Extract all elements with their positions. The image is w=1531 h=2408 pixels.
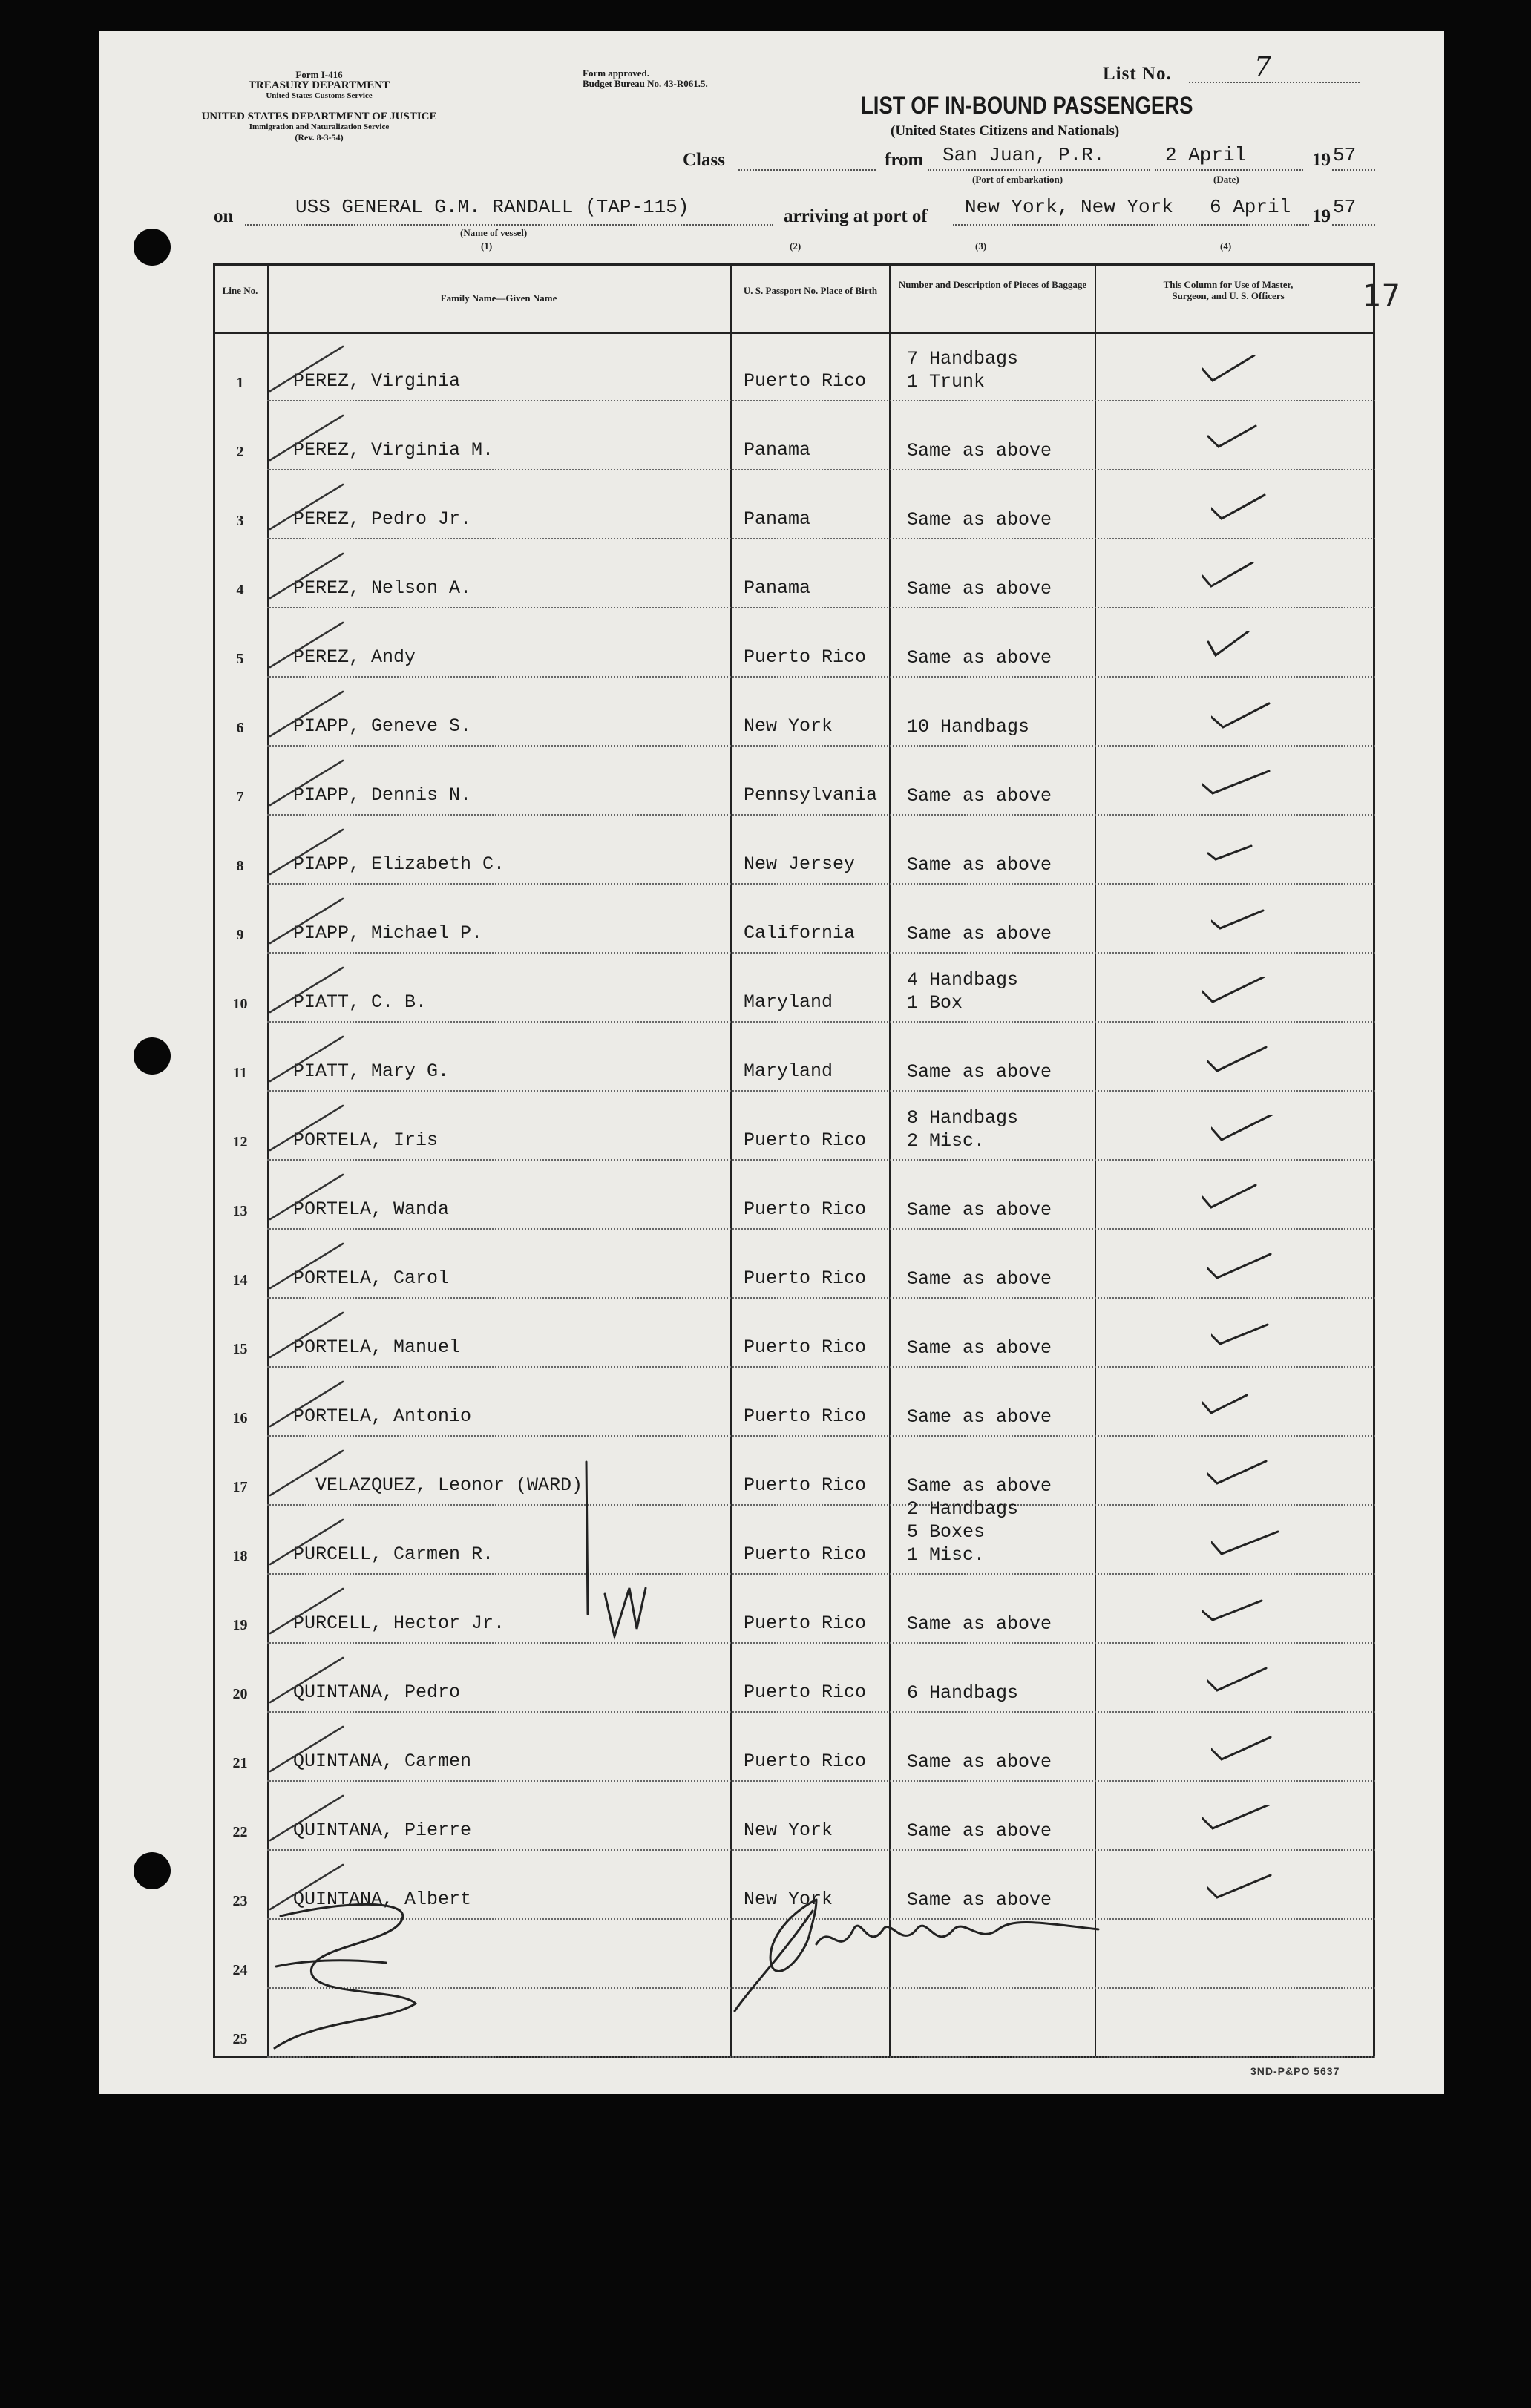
passenger-name: PURCELL, Hector Jr.: [293, 1613, 505, 1634]
from-label: from: [885, 150, 924, 170]
checkmark-stroke: [1202, 1601, 1262, 1620]
row-line-number: 6: [236, 720, 244, 736]
checkmark-stroke: [1202, 771, 1269, 793]
baggage-description: 6 Handbags: [907, 1682, 1019, 1704]
inspection-checkmark: [1207, 1460, 1281, 1492]
date-line: [1155, 169, 1303, 171]
place-of-birth: Puerto Rico: [744, 1267, 867, 1289]
place-of-birth: Puerto Rico: [744, 1543, 867, 1565]
baggage-description: 4 Handbags: [907, 969, 1019, 991]
list-no-value: 7: [1254, 52, 1271, 82]
header-passport: U. S. Passport No. Place of Birth: [743, 285, 878, 296]
place-of-birth: Maryland: [744, 991, 833, 1013]
baggage-description: 2 Misc.: [907, 1130, 986, 1152]
row-rule: [267, 1090, 1375, 1092]
row-rule: [267, 1642, 1375, 1644]
tally-mark: [269, 1377, 358, 1429]
place-of-birth: New Jersey: [744, 853, 856, 875]
checkmark-stroke: [1202, 1395, 1247, 1413]
row-line-number: 18: [232, 1548, 248, 1564]
ins-service: Immigration and Naturalization Service: [249, 122, 390, 131]
row-line-number: 9: [236, 927, 244, 943]
header-name: Family Name—Given Name: [440, 292, 557, 304]
col-divider: [730, 263, 732, 2058]
tally-mark: [269, 963, 358, 1015]
tally-stroke: [270, 1865, 343, 1909]
row-rule: [267, 400, 1375, 401]
list-no-label: List No.: [1103, 64, 1172, 84]
row-line-number: 21: [232, 1755, 248, 1771]
row-rule: [267, 952, 1375, 954]
inspection-checkmark: [1211, 908, 1285, 940]
checkmark-stroke: [1211, 703, 1269, 727]
row-line-number: 16: [232, 1410, 248, 1426]
row-rule: [267, 1366, 1375, 1368]
customs-service: United States Customs Service: [266, 91, 373, 100]
tally-stroke: [270, 761, 343, 805]
col-divider: [889, 263, 891, 2058]
checkmark-stroke: [1211, 1325, 1268, 1344]
tally-mark: [269, 1239, 358, 1291]
row-line-number: 19: [232, 1617, 248, 1633]
tally-stroke: [270, 1175, 343, 1219]
tally-mark: [269, 1722, 358, 1774]
tally-stroke: [270, 1313, 343, 1357]
place-of-birth: Puerto Rico: [744, 1751, 867, 1772]
baggage-description: Same as above: [907, 854, 1052, 876]
col-num-1: (1): [481, 240, 493, 252]
checkmark-stroke: [1207, 1668, 1266, 1690]
year-prefix: 19: [1312, 150, 1331, 170]
inspection-checkmark: [1211, 493, 1285, 526]
inspection-checkmark: [1202, 1391, 1276, 1423]
tally-mark: [269, 1032, 358, 1084]
place-of-birth: New York: [744, 1820, 833, 1841]
row-rule: [267, 1504, 1375, 1506]
passenger-table: [213, 263, 1375, 2058]
baggage-description: Same as above: [907, 1613, 1052, 1635]
place-of-birth: Puerto Rico: [744, 1336, 867, 1358]
form-subtitle: (United States Citizens and Nationals): [891, 123, 1120, 139]
class-label: Class: [683, 150, 725, 170]
treasury-dept: TREASURY DEPARTMENT: [248, 79, 390, 91]
row-line-number: 20: [232, 1686, 248, 1702]
row-rule: [267, 1987, 1375, 1989]
tally-mark: [269, 1101, 358, 1153]
row-rule: [267, 1159, 1375, 1161]
binder-hole: [134, 1852, 171, 1889]
tally-stroke: [270, 1451, 343, 1495]
tally-mark: [269, 687, 358, 739]
tally-mark: [269, 1170, 358, 1222]
passenger-name: PIATT, Mary G.: [293, 1060, 450, 1082]
inspection-checkmark: [1202, 1184, 1276, 1216]
row-line-number: 10: [232, 996, 248, 1012]
col-divider: [1095, 263, 1096, 2058]
passenger-name: PORTELA, Antonio: [293, 1405, 472, 1427]
tally-stroke: [270, 1589, 343, 1633]
row-rule: [267, 469, 1375, 470]
row-line-number: 22: [232, 1824, 248, 1840]
passenger-name: PEREZ, Virginia: [293, 370, 461, 392]
place-of-birth: Puerto Rico: [744, 1405, 867, 1427]
passenger-name: PIAPP, Geneve S.: [293, 715, 472, 737]
checkmark-stroke: [1208, 846, 1251, 859]
inspection-checkmark: [1207, 631, 1281, 664]
from-line: [928, 169, 1150, 171]
tally-mark: [269, 549, 358, 601]
place-of-birth: Puerto Rico: [744, 1682, 867, 1703]
checkmark-stroke: [1202, 355, 1254, 381]
tally-mark: [269, 825, 358, 877]
header-officers: This Column for Use of Master, Surgeon, and U. S. Officers: [1163, 279, 1294, 301]
col-num-2: (2): [790, 240, 801, 252]
checkmark-stroke: [1202, 1805, 1269, 1828]
place-of-birth: Puerto Rico: [744, 1129, 867, 1151]
on-label: on: [214, 206, 234, 226]
footer-print-code: 3ND-P&PO 5637: [1250, 2065, 1340, 2077]
tally-stroke: [270, 1106, 343, 1150]
baggage-description: Same as above: [907, 647, 1052, 669]
row-line-number: 5: [236, 651, 244, 667]
checkmark-stroke: [1208, 426, 1256, 447]
passenger-name: QUINTANA, Pierre: [293, 1820, 472, 1841]
tally-stroke: [270, 485, 343, 529]
header-line-no: Line No.: [222, 285, 258, 296]
baggage-description: Same as above: [907, 1268, 1052, 1290]
baggage-description: Same as above: [907, 1475, 1052, 1497]
arrival-year: 57: [1333, 196, 1357, 218]
passenger-name: PIAPP, Michael P.: [293, 922, 483, 944]
form-header-justice: [193, 111, 445, 142]
baggage-description: Same as above: [907, 1061, 1052, 1083]
passenger-name: QUINTANA, Pedro: [293, 1682, 461, 1703]
row-rule: [267, 1297, 1375, 1299]
tally-stroke: [270, 1727, 343, 1771]
checkmark-stroke: [1211, 911, 1263, 928]
checkmark-stroke: [1207, 1254, 1271, 1278]
passenger-name: PIAPP, Dennis N.: [293, 784, 472, 806]
approved-text: Form approved.: [583, 68, 650, 79]
binder-hole: [134, 229, 171, 266]
list-no-line: [1189, 82, 1360, 83]
inspection-checkmark: [1207, 424, 1281, 457]
tally-stroke: [270, 623, 343, 667]
passenger-name: PORTELA, Wanda: [293, 1198, 450, 1220]
row-line-number: 17: [232, 1479, 248, 1495]
passenger-name: PEREZ, Nelson A.: [293, 577, 472, 599]
row-line-number: 12: [232, 1134, 248, 1150]
inspection-checkmark: [1211, 1736, 1285, 1768]
embarkation-year: 57: [1333, 144, 1357, 166]
checkmark-stroke: [1211, 495, 1265, 519]
baggage-description: Same as above: [907, 440, 1052, 462]
row-line-number: 7: [236, 789, 244, 805]
checkmark-stroke: [1211, 1737, 1271, 1759]
col-num-3: (3): [975, 240, 987, 252]
tally-mark: [269, 1791, 358, 1843]
baggage-description: 5 Boxes: [907, 1521, 986, 1543]
row-line-number: 13: [232, 1203, 248, 1219]
tally-mark: [269, 894, 358, 946]
row-line-number: 1: [236, 375, 244, 391]
passenger-name: QUINTANA, Albert: [293, 1889, 472, 1910]
place-of-birth: Panama: [744, 508, 811, 530]
row-rule: [267, 607, 1375, 608]
tally-stroke: [270, 1244, 343, 1288]
row-line-number: 3: [236, 513, 244, 529]
row-line-number: 14: [232, 1272, 248, 1288]
row-rule: [267, 1573, 1375, 1575]
row-rule: [267, 1849, 1375, 1851]
form-number: Form I-416: [295, 69, 343, 80]
row-rule: [267, 1435, 1375, 1437]
checkmark-stroke: [1211, 1532, 1278, 1554]
vessel-name: USS GENERAL G.M. RANDALL (TAP-115): [295, 196, 689, 218]
place-of-birth: Maryland: [744, 1060, 833, 1082]
inspection-checkmark: [1207, 1874, 1281, 1906]
row-rule: [267, 1780, 1375, 1782]
place-of-birth: Panama: [744, 439, 811, 461]
form-approved: [583, 68, 708, 89]
passenger-name: PEREZ, Virginia M.: [293, 439, 494, 461]
tally-stroke: [270, 830, 343, 874]
checkmark-stroke: [1208, 631, 1248, 655]
budget-text: Budget Bureau No. 43-R061.5.: [583, 78, 708, 89]
inspection-checkmark: [1202, 355, 1276, 388]
row-line-number: 23: [232, 1893, 248, 1909]
place-of-birth: Puerto Rico: [744, 1198, 867, 1220]
checkmark-stroke: [1211, 1115, 1272, 1140]
header-baggage: Number and Description of Pieces of Baggage: [898, 279, 1087, 290]
baggage-description: 10 Handbags: [907, 716, 1030, 738]
inspection-checkmark: [1211, 1115, 1285, 1147]
form-title: LIST OF IN-BOUND PASSENGERS: [861, 92, 1193, 119]
passenger-name: PURCELL, Carmen R.: [293, 1543, 494, 1565]
tally-mark: [269, 411, 358, 463]
tally-mark: [269, 1860, 358, 1912]
inspection-checkmark: [1207, 1253, 1281, 1285]
row-rule: [267, 745, 1375, 747]
inspection-checkmark: [1202, 977, 1276, 1009]
row-line-number: 8: [236, 858, 244, 874]
passenger-name: QUINTANA, Carmen: [293, 1751, 472, 1772]
arrival-year-prefix: 19: [1312, 206, 1331, 226]
row-line-number: 24: [232, 1962, 248, 1978]
checkmark-stroke: [1207, 1875, 1271, 1897]
baggage-description: Same as above: [907, 785, 1052, 807]
row-rule: [267, 1918, 1375, 1920]
binder-hole: [134, 1037, 171, 1075]
baggage-description: Same as above: [907, 1406, 1052, 1428]
row-rule: [267, 814, 1375, 816]
inspection-checkmark: [1207, 1046, 1281, 1078]
arrival-date: 6 April: [1210, 196, 1291, 218]
baggage-description: 8 Handbags: [907, 1107, 1019, 1129]
port-of-embarkation: San Juan, P.R.: [942, 144, 1105, 166]
baggage-description: 1 Trunk: [907, 371, 986, 393]
tally-mark: [269, 756, 358, 808]
baggage-description: Same as above: [907, 1751, 1052, 1773]
tally-stroke: [270, 416, 343, 460]
baggage-description: Same as above: [907, 1889, 1052, 1911]
row-line-number: 25: [232, 2031, 248, 2047]
baggage-description: Same as above: [907, 509, 1052, 531]
inspection-checkmark: [1211, 1322, 1285, 1354]
passenger-name: PIATT, C. B.: [293, 991, 427, 1013]
inspection-checkmark: [1202, 1805, 1276, 1837]
tally-stroke: [270, 1658, 343, 1702]
row-rule: [267, 676, 1375, 678]
passenger-name: PEREZ, Andy: [293, 646, 416, 668]
row-line-number: 2: [236, 444, 244, 460]
checkmark-stroke: [1202, 1185, 1256, 1207]
row-rule: [267, 883, 1375, 885]
vessel-caption: (Name of vessel): [460, 227, 528, 238]
passenger-name: VELAZQUEZ, Leonor (WARD): [315, 1474, 583, 1496]
passenger-name: PEREZ, Pedro Jr.: [293, 508, 472, 530]
place-of-birth: Puerto Rico: [744, 1613, 867, 1634]
tally-stroke: [270, 554, 343, 598]
class-line: [738, 169, 876, 171]
tally-stroke: [270, 692, 343, 736]
col-num-4: (4): [1220, 240, 1232, 252]
revision: (Rev. 8-3-54): [295, 132, 344, 142]
baggage-description: Same as above: [907, 1199, 1052, 1221]
date-caption: (Date): [1213, 174, 1239, 185]
inspection-checkmark: [1207, 839, 1281, 871]
row-rule: [267, 1021, 1375, 1023]
checkmark-stroke: [1207, 1461, 1266, 1483]
place-of-birth: New York: [744, 1889, 833, 1910]
row-line-number: 4: [236, 582, 244, 598]
row-rule: [267, 538, 1375, 539]
checkmark-stroke: [1207, 1047, 1266, 1071]
tally-stroke: [270, 1382, 343, 1426]
arrival-year-line: [1332, 224, 1375, 226]
col-divider: [267, 263, 269, 2058]
year-line: [1332, 169, 1375, 171]
tally-stroke: [270, 968, 343, 1012]
tally-stroke: [270, 1520, 343, 1564]
row-line-number: 15: [232, 1341, 248, 1357]
place-of-birth: New York: [744, 715, 833, 737]
tally-stroke: [270, 1796, 343, 1840]
inspection-checkmark: [1211, 1529, 1285, 1561]
header-bottom-rule: [213, 332, 1375, 334]
row-rule: [267, 1711, 1375, 1713]
place-of-birth: Panama: [744, 577, 811, 599]
place-of-birth: Pennsylvania: [744, 784, 878, 806]
place-of-birth: Puerto Rico: [744, 1474, 867, 1496]
arrival-port: New York, New York: [965, 196, 1173, 218]
baggage-description: Same as above: [907, 578, 1052, 600]
passenger-name: PORTELA, Carol: [293, 1267, 450, 1289]
inspection-checkmark: [1202, 770, 1276, 802]
tally-stroke: [270, 347, 343, 391]
place-of-birth: Puerto Rico: [744, 370, 867, 392]
port-of-embarkation-caption: (Port of embarkation): [972, 174, 1063, 185]
form-header-agency: [208, 70, 430, 101]
inspection-checkmark: [1202, 1598, 1276, 1630]
justice-dept: UNITED STATES DEPARTMENT OF JUSTICE: [201, 111, 437, 122]
tally-mark: [269, 342, 358, 394]
arriving-label: arriving at port of: [784, 206, 928, 226]
tally-mark: [269, 1308, 358, 1360]
checkmark-stroke: [1202, 977, 1265, 1002]
checkmark-stroke: [1202, 562, 1253, 586]
vessel-line: [245, 224, 773, 226]
place-of-birth: California: [744, 922, 856, 944]
tally-stroke: [270, 1037, 343, 1081]
inspection-checkmark: [1211, 701, 1285, 733]
tally-mark: [269, 618, 358, 670]
passenger-name: PIAPP, Elizabeth C.: [293, 853, 505, 875]
tally-mark: [269, 480, 358, 532]
tally-mark: [269, 1515, 358, 1567]
tally-mark: [269, 1446, 358, 1498]
passenger-name: PORTELA, Iris: [293, 1129, 439, 1151]
page-number: 17: [1363, 279, 1400, 313]
tally-mark: [269, 1584, 358, 1636]
arrival-line: [953, 224, 1309, 226]
row-line-number: 11: [233, 1065, 247, 1081]
baggage-description: Same as above: [907, 923, 1052, 945]
passenger-name: PORTELA, Manuel: [293, 1336, 461, 1358]
baggage-description: Same as above: [907, 1337, 1052, 1359]
baggage-description: 1 Misc.: [907, 1544, 986, 1566]
row-rule: [267, 2056, 1375, 2058]
inspection-checkmark: [1207, 1667, 1281, 1699]
embarkation-date: 2 April: [1165, 144, 1247, 166]
baggage-description: Same as above: [907, 1820, 1052, 1842]
baggage-description: 2 Handbags: [907, 1498, 1019, 1520]
tally-mark: [269, 1653, 358, 1705]
baggage-description: 1 Box: [907, 992, 963, 1014]
row-rule: [267, 1228, 1375, 1230]
tally-stroke: [270, 899, 343, 943]
place-of-birth: Puerto Rico: [744, 646, 867, 668]
baggage-description: 7 Handbags: [907, 348, 1019, 370]
inspection-checkmark: [1202, 562, 1276, 595]
